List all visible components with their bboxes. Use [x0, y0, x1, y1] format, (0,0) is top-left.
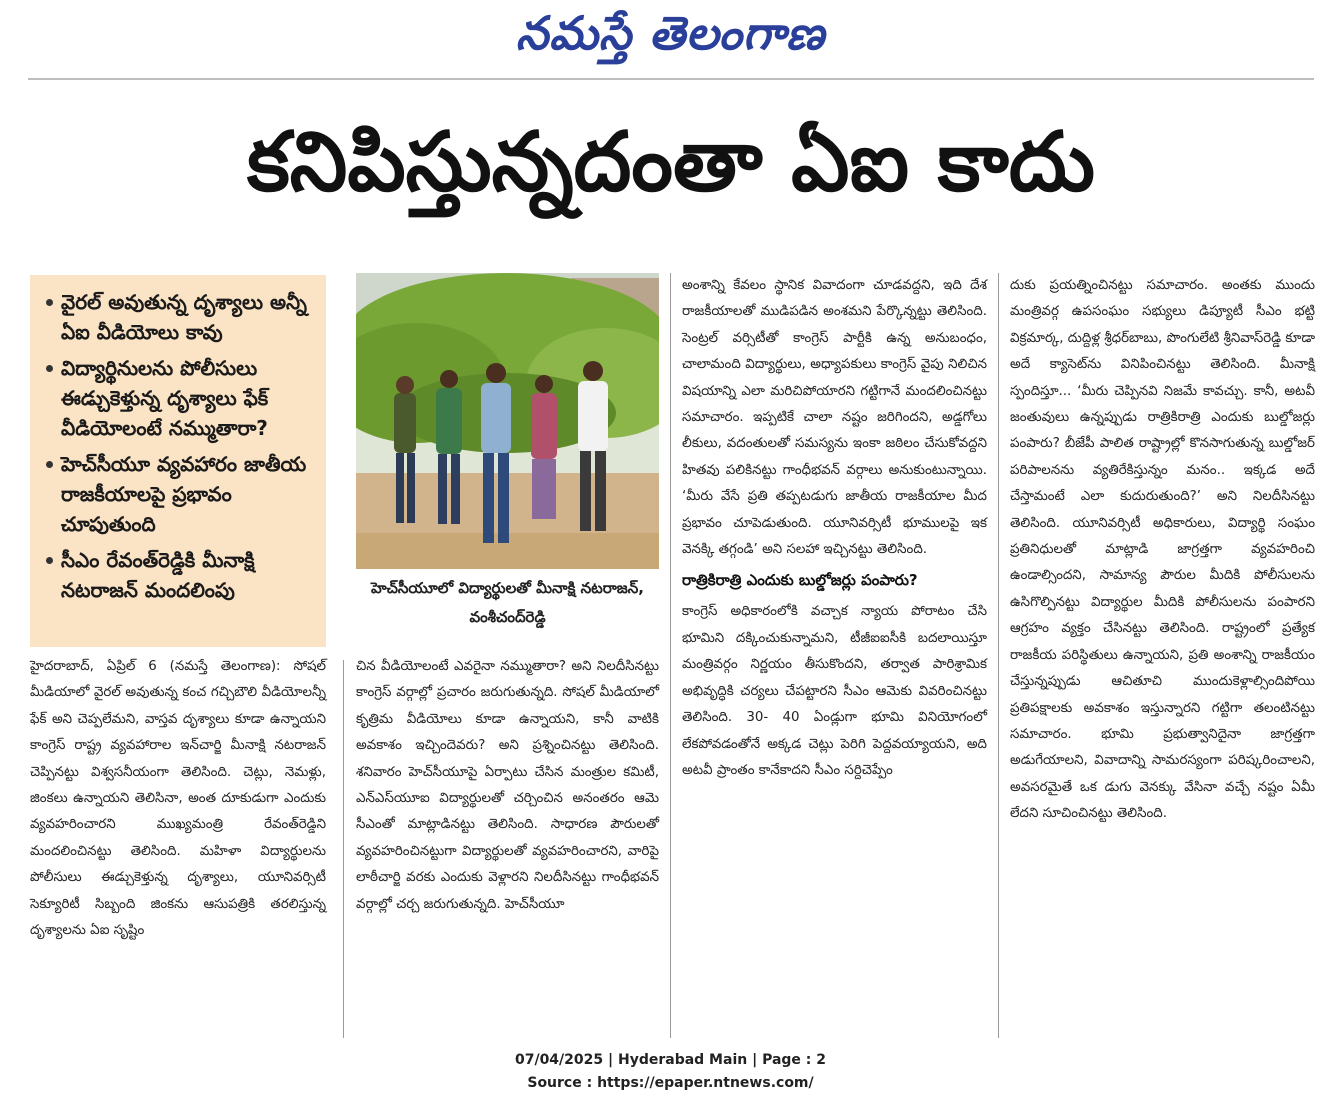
- footer-source: Source : https://epaper.ntnews.com/: [527, 1075, 814, 1091]
- column-divider: [998, 273, 999, 1038]
- article-text: హైదరాబాద్, ఏప్రిల్ 6 (నమస్తే తెలంగాణ): సోషల్ మీడియాలో వైరల్ అవుతున్న కంచ గచ్చిబౌలి వీడియోలన్నీ ఫేక్ అని చెప్పలేమని, వాస్తవ దృశ్యాలు కూడా ఉన్నాయని కాంగ్రెస్ రాష్ట్ర వ్యవహారాల ఇన్‌చార్జి మీనాక్షి నటరాజన్ చెప్పినట్టు విశ్వసనీయంగా తెలిసింది. చెట్లు, నెమళ్లు, జింకలు ఉన్నాయని తెలిసినా, అంత దూకుడుగా ఎందుకు వ్యవహరించారని ముఖ్యమంత్రి రేవంత్‌రెడ్డిని మందలించినట్టు తెలిసింది. మహిళా విద్యార్థులను పోలీసులు ఈడ్చుకెళ్తున్న దృశ్యాలు, యూనివర్సిటీ సెక్యూరిటీ సిబ్బంది జింకను ఆసుపత్రికి తరలిస్తున్న దృశ్యాలను ఏఐ సృష్టిం: [30, 659, 326, 939]
- bullet-icon: [46, 461, 53, 468]
- subheading: రాత్రికిరాత్రి ఎందుకు బుల్డోజర్లు పంపారు?: [682, 571, 918, 590]
- highlight-item: [42, 449, 316, 539]
- bullet-icon: [46, 365, 53, 372]
- column-divider: [343, 660, 344, 1038]
- footer-date-edition: 07/04/2025 | Hyderabad Main | Page : 2: [514, 1052, 827, 1068]
- highlight-item: [42, 287, 316, 347]
- article-text: దుకు ప్రయత్నించినట్టు సమాచారం. అంతకు ముందు మంత్రివర్గ ఉపసంఘం సభ్యులు డిప్యూటీ సీఎం భట్టి విక్రమార్క, దుద్దిళ్ల శ్రీధర్‌బాబు, పొంగులేటి శ్రీనివాస్‌రెడ్డి కూడా అదే క్యాసెట్‌ను వినిపించినట్టు తెలిసింది. మీనాక్షి స్పందిస్తూ... ‘మీరు చెప్పినవి నిజమే కావచ్చు. కానీ, అటవీ జంతువులు ఉన్నప్పుడు రాత్రికిరాత్రి ఎందుకు బుల్డోజర్లు పంపారు? బీజేపీ పాలిత రాష్ట్రాల్లో కొనసాగుతున్న బుల్డోజర్ పరిపాలనను వ్యతిరేకిస్తున్నం మనం.. ఇక్కడ అదే చేస్తామంటే ఎలా కుదురుతుంది?’ అని నిలదీసినట్టు తెలిసింది. యూనివర్సిటీ అధికారులు, విద్యార్థి సంఘం ప్రతినిధులతో మాట్లాడి జాగ్రత్తగా వ్యవహరించి ఉండాల్సిందని, సామాన్య పౌరుల మీదికి పోలీసులను ఉసిగొల్పినట్టు విద్యార్థుల మీదికి పోలీసులను పంపారని ఆగ్రహం వ్యక్తం చేసినట్టు తెలిసింది. రాష్ట్రంలో ప్రత్యేక రాజకీయ పరిస్థితులు ఉన్నాయని, ప్రతి అంశాన్ని రాజకీయం చేస్తున్నప్పుడు ఆచితూచి ముందుకెళ్లాల్సిందిపోయి ప్రతిపక్షాలకు అవకాశం ఇస్తున్నారని గట్టిగా తలంటినట్టు సమాచారం. భూమి ప్రభుత్వానిదైనా జాగ్రత్తగా అడుగేయాలని, వివాదాన్ని సామరస్యంగా పరిష్కరించాలని, అవసరమైతే ఒక డుగు వెనక్కు వేసినా వచ్చే నష్టం ఏమీ లేదని సూచించినట్టు తెలిసింది.: [1010, 278, 1315, 822]
- article-column-1: [30, 654, 326, 944]
- bullet-icon: [46, 557, 53, 564]
- highlight-text: విద్యార్థినులను పోలీసులు ఈడ్చుకెళ్తున్న దృశ్యాలు ఫేక్ వీడియోలంటే నమ్ముతారా?: [61, 356, 269, 440]
- highlight-item: [42, 353, 316, 443]
- highlight-text: వైరల్ అవుతున్న దృశ్యాలు అన్నీ ఏఐ వీడియోలు కావు: [61, 290, 307, 344]
- photo-illustration: [356, 273, 659, 569]
- article-text: అంశాన్ని కేవలం స్థానిక వివాదంగా చూడవద్దని, ఇది దేశ రాజకీయాలతో ముడిపడిన అంశమని పేర్కొన్నట్టు తెలిసింది. సెంట్రల్ వర్సిటీతో కాంగ్రెస్ పార్టీకి ఉన్న అనుబంధం, చాలామంది విద్యార్థులు, అధ్యాపకులు కాంగ్రెస్ వైపు నిలిచిన విషయాన్ని ఎలా మరిచిపోయారని గట్టిగానే మందలించినట్టు సమాచారం. ఇప్పటికే చాలా నష్టం జరిగిందని, అడ్డగోలు లీకులు, వదంతులతో సమస్యను ఇంకా జఠిలం చేసుకోవద్దని హితవు పలికినట్టు గాంధీభవన్ వర్గాలు అనుకుంటున్నాయి. ‘మీరు వేసే ప్రతి తప్పటడుగు జాతీయ రాజకీయాల మీద ప్రభావం చూపెడుతుంది. యూనివర్సిటీ భూములపై ఇక వెనక్కి తగ్గండి’ అని సలహా ఇచ్చినట్టు తెలిసింది.: [682, 278, 987, 558]
- headline: కనిపిస్తున్నదంతా ఏఐ కాదు: [247, 115, 1095, 210]
- masthead: నమస్తే తెలంగాణ: [515, 6, 826, 60]
- article-text: కాంగ్రెస్ అధికారంలోకి వచ్చాక న్యాయ పోరాటం చేసి భూమిని దక్కించుకున్నామని, టీజీఐఐసీకి బదలాయిస్తూ మంత్రివర్గం నిర్ణయం తీసుకొందని, తర్వాత పారిశ్రామిక అభివృద్ధికి చర్యలు చేపట్టారని సీఎం ఆమెకు వివరించినట్టు తెలిసింది. 30- 40 ఏండ్లుగా భూమి వినియోగంలో లేకపోవడంతోనే అక్కడ చెట్లు పెరిగి పెద్దవయ్యాయని, అది అటవీ ప్రాంతం కానేకాదని సీఎం సర్దిచెప్పేం: [682, 604, 987, 778]
- highlight-text: సీఎం రేవంత్‌రెడ్డికి మీనాక్షి నటరాజన్ మందలింపు: [61, 548, 255, 602]
- bullet-icon: [46, 299, 53, 306]
- highlight-text: హెచ్‌సీయూ వ్యవహారం జాతీయ రాజకీయాలపై ప్రభావం చూపుతుంది: [61, 452, 307, 536]
- article-column-4: [1010, 273, 1315, 828]
- masthead-rule: [28, 78, 1314, 80]
- photo-caption: హెచ్‌సీయూలో విద్యార్థులతో మీనాక్షి నటరాజన్, వంశీచంద్‌రెడ్డి: [371, 579, 644, 626]
- article-column-2: [356, 654, 659, 918]
- article-text: చిన వీడియోలంటే ఎవరైనా నమ్ముతారా? అని నిలదీసినట్టు కాంగ్రెస్ వర్గాల్లో ప్రచారం జరుగుతున్నది. సోషల్ మీడియాలో కృత్రిమ వీడియోలు కూడా ఉన్నాయని, కానీ వాటికి అవకాశం ఇచ్చిందెవరు? అని ప్రశ్నించినట్టు తెలిసింది. శనివారం హెచ్‌సీయూపై ఏర్పాటు చేసిన మంత్రుల కమిటీ, ఎన్‌ఎస్‌యూఐ విద్యార్థులతో చర్చించిన అనంతరం ఆమె సీఎంతో మాట్లాడినట్టు తెలిసింది. సాధారణ పౌరులతో వ్యవహరించినట్టుగా విద్యార్థులతో వ్యవహరించారని, వారిపై లాఠీచార్జి వరకు ఎందుకు వెళ్లారని నిలదీసినట్టు గాంధీభవన్ వర్గాల్లో చర్చ జరుగుతున్నది. హెచ్‌సీయూ: [356, 659, 659, 912]
- highlights-box: [30, 275, 326, 647]
- column-divider: [670, 273, 671, 1038]
- news-photo: [356, 273, 659, 569]
- article-column-3: [682, 273, 987, 784]
- highlight-item: [42, 545, 316, 605]
